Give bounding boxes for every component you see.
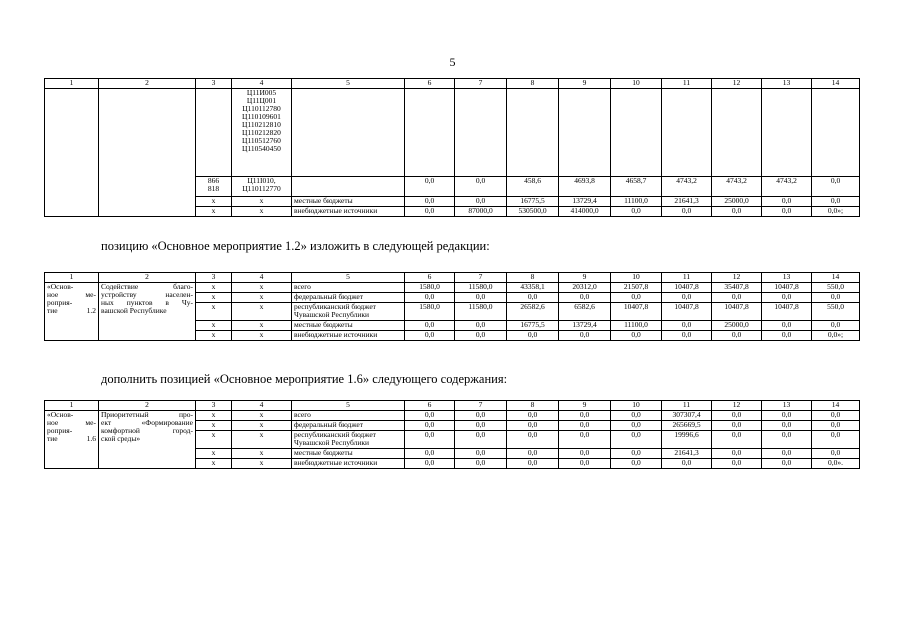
value-cell: 0,0 [455,449,507,459]
cell-line: республиканский бюджет [294,302,376,311]
activity-description-cell [99,283,196,341]
col-header: 5 [292,79,405,89]
value-cell: 0,0 [455,421,507,431]
value-cell: 0,0 [559,431,611,449]
code-list-cell [232,89,292,177]
source-label [292,283,405,293]
col-header: 6 [405,273,455,283]
cell: x [196,421,232,431]
cell-line: 818 [207,184,220,193]
value-cell: 10407,8 [611,303,662,321]
value-cell: 0,0 [507,293,559,303]
col-header: 9 [559,273,611,283]
value-cell: 0,0 [455,293,507,303]
cell [712,89,762,177]
source-label: местные бюджеты [292,197,405,207]
value-cell: 0,0 [405,421,455,431]
code-line: Ц11Ц001 [246,96,277,105]
col-header: 4 [232,79,292,89]
source-label [292,449,405,459]
col-header: 3 [196,273,232,283]
cell-line: Приоритетный про- [101,410,193,419]
cell-line: «Основ- [47,282,74,291]
value-cell: 10407,8 [712,303,762,321]
cell: x [196,321,232,331]
value-cell: 0,0 [712,449,762,459]
cell-line: местные бюджеты [294,448,353,457]
cell-line: внебюджетные источники [294,458,378,467]
col-header: 8 [507,79,559,89]
value-cell: 0,0 [611,431,662,449]
value-cell: 0,0 [559,331,611,341]
value-cell: 530500,0 [507,207,559,217]
value-cell: 0,0 [559,293,611,303]
value-cell: 0,0 [812,321,860,331]
col-header: 11 [662,79,712,89]
cell: x [232,421,292,431]
col-header: 14 [812,79,860,89]
value-cell: 1580,0 [405,303,455,321]
value-cell: 0,0 [559,411,611,421]
value-cell: 414000,0 [559,207,611,217]
cell-line: Чувашской Республики [294,438,370,447]
col-header: 10 [611,401,662,411]
cell: x [196,283,232,293]
value-cell: 0,0 [455,331,507,341]
cell: x [232,197,292,207]
table-row [45,89,860,177]
source-label [292,303,405,321]
cell-line: Чувашской Республики [294,310,370,319]
source-label [292,421,405,431]
value-cell: 0,0 [507,331,559,341]
value-cell: 0,0 [812,177,860,197]
value-cell: 550,0 [812,283,860,293]
col-header: 4 [232,273,292,283]
value-cell: 0,0 [762,197,812,207]
value-cell: 458,6 [507,177,559,197]
col-header: 8 [507,273,559,283]
value-cell: 0,0 [559,421,611,431]
code-line: Ц110109601 [242,112,281,121]
table-row [45,411,860,421]
cell: x [196,449,232,459]
value-cell: 0,0 [455,197,507,207]
col-header: 13 [762,273,812,283]
cell: x [196,293,232,303]
col-header: 5 [292,273,405,283]
value-cell: 265669,5 [662,421,712,431]
value-cell: 26582,6 [507,303,559,321]
value-cell: 0,0 [712,293,762,303]
value-cell: 0,0 [405,321,455,331]
col-header: 1 [45,273,99,283]
code-line: Ц110540450 [242,144,281,153]
value-cell: 87000,0 [455,207,507,217]
cell [455,89,507,177]
cell-line: ект «Формирование [101,418,193,427]
col-header: 13 [762,79,812,89]
col-header: 10 [611,273,662,283]
cell-line: роприя- [47,426,73,435]
value-cell: 35407,8 [712,283,762,293]
col-header: 9 [559,79,611,89]
cell: x [232,303,292,321]
col-header: 10 [611,79,662,89]
col-header: 11 [662,401,712,411]
value-cell: 4743,2 [662,177,712,197]
value-cell: 550,0 [812,303,860,321]
cell [762,89,812,177]
value-cell: 0,0 [405,449,455,459]
value-cell: 0,0 [812,293,860,303]
value-cell: 0,0 [662,207,712,217]
col-header: 11 [662,273,712,283]
value-cell: 11100,0 [611,321,662,331]
section-heading-1-6: дополнить позицией «Основное мероприятие 1.6» следующего содержания: [101,372,508,386]
value-cell: 0,0 [812,411,860,421]
value-cell: 10407,8 [762,283,812,293]
value-cell: 0,0 [762,449,812,459]
cell: x [232,321,292,331]
value-cell: 1580,0 [405,283,455,293]
col-header: 14 [812,273,860,283]
value-cell: 0,0 [455,321,507,331]
source-label [292,459,405,469]
value-cell: 0,0 [762,421,812,431]
value-cell: 0,0 [405,197,455,207]
cell [611,89,662,177]
value-cell: 0,0 [712,207,762,217]
value-cell: 0,0 [712,421,762,431]
column-number-row [45,79,860,89]
value-cell: 0,0 [611,293,662,303]
col-header: 1 [45,401,99,411]
cell: x [232,459,292,469]
value-cell: 13729,4 [559,197,611,207]
value-cell: 43358,1 [507,283,559,293]
cell [812,89,860,177]
value-cell: 19996,6 [662,431,712,449]
cell-line: тие 1.6 [47,434,96,443]
value-cell: 4743,2 [762,177,812,197]
column-number-row [45,273,860,283]
cell-line: республиканский бюджет [294,430,376,439]
value-cell: 0,0 [611,411,662,421]
cell-line: местные бюджеты [294,320,353,329]
cell: x [232,411,292,421]
col-header: 1 [45,79,99,89]
col-header: 6 [405,79,455,89]
value-cell: 0,0 [507,411,559,421]
value-cell: 0,0 [812,421,860,431]
cell [45,89,99,217]
value-cell: 0,0 [611,331,662,341]
value-cell: 10407,8 [762,303,812,321]
value-cell: 25000,0 [712,321,762,331]
value-cell: 0,0». [812,459,860,469]
value-cell: 0,0 [507,421,559,431]
col-header: 3 [196,401,232,411]
value-cell: 4693,8 [559,177,611,197]
col-header: 5 [292,401,405,411]
cell: x [196,411,232,421]
value-cell: 11100,0 [611,197,662,207]
cell [559,89,611,177]
value-cell: 0,0 [507,431,559,449]
cell: x [232,431,292,449]
cell: x [196,331,232,341]
col-header: 14 [812,401,860,411]
cell-line: ное ме- [47,418,96,427]
cell-line: федеральный бюджет [294,420,364,429]
value-cell: 0,0 [405,293,455,303]
value-cell: 21641,3 [662,449,712,459]
cell-line: Ц11I010, [247,176,276,185]
value-cell: 0,0 [405,431,455,449]
value-cell: 0,0 [405,459,455,469]
value-cell: 0,0 [507,459,559,469]
cell: x [196,207,232,217]
code-line: Ц110212810 [242,120,281,129]
value-cell: 0,0 [455,411,507,421]
code-line: Ц110112780 [242,104,281,113]
value-cell: 0,0 [712,411,762,421]
cell: x [232,331,292,341]
col-header: 2 [99,79,196,89]
value-cell: 0,0 [405,177,455,197]
value-cell: 21507,8 [611,283,662,293]
section-heading-1-2: позицию «Основное мероприятие 1.2» изложить в следующей редакции: [101,239,490,253]
col-header: 7 [455,273,507,283]
value-cell: 0,0 [559,459,611,469]
col-header: 2 [99,273,196,283]
cell: x [196,431,232,449]
cell: x [232,207,292,217]
col-header: 12 [712,273,762,283]
value-cell: 20312,0 [559,283,611,293]
value-cell: 0,0 [559,449,611,459]
cell-line: тие 1.2 [47,306,96,315]
value-cell: 0,0 [762,321,812,331]
cell-line: всего [294,410,311,419]
value-cell: 16775,5 [507,321,559,331]
value-cell: 0,0 [455,177,507,197]
value-cell: 0,0 [662,459,712,469]
cell [292,177,405,197]
value-cell: 0,0 [405,207,455,217]
value-cell: 16775,5 [507,197,559,207]
value-cell: 6582,6 [559,303,611,321]
col-header: 7 [455,79,507,89]
value-cell: 0,0 [762,411,812,421]
value-cell: 0,0 [812,197,860,207]
value-cell: 0,0 [405,331,455,341]
value-cell: 307307,4 [662,411,712,421]
cell [196,177,232,197]
cell [662,89,712,177]
cell-line: ных пунктов в Чу- [101,298,193,307]
value-cell: 0,0»; [812,331,860,341]
cell-line: федеральный бюджет [294,292,364,301]
column-number-row [45,401,860,411]
table-row [45,283,860,293]
col-header: 12 [712,79,762,89]
col-header: 13 [762,401,812,411]
value-cell: 0,0»; [812,207,860,217]
value-cell: 0,0 [611,207,662,217]
value-cell: 0,0 [762,459,812,469]
code-line: Ц110212820 [242,128,281,137]
col-header: 12 [712,401,762,411]
source-label: внебюджетные источники [292,207,405,217]
cell-line: 866 [207,176,220,185]
cell-line: Ц110112770 [242,184,281,193]
value-cell: 13729,4 [559,321,611,331]
value-cell: 0,0 [762,207,812,217]
col-header: 6 [405,401,455,411]
cell-line: внебюджетные источники [294,330,378,339]
cell: x [196,459,232,469]
activity-description-cell [99,411,196,469]
col-header: 3 [196,79,232,89]
activity-name-cell [45,283,99,341]
col-header: 2 [99,401,196,411]
value-cell: 11580,0 [455,283,507,293]
source-label [292,293,405,303]
value-cell: 25000,0 [712,197,762,207]
col-header: 7 [455,401,507,411]
activity-name-cell [45,411,99,469]
source-label [292,431,405,449]
value-cell: 0,0 [662,293,712,303]
value-cell: 0,0 [762,331,812,341]
value-cell: 0,0 [762,293,812,303]
cell [232,177,292,197]
cell-line: ное ме- [47,290,96,299]
cell-line: вашской Республике [101,306,167,315]
value-cell: 0,0 [507,449,559,459]
value-cell: 0,0 [662,321,712,331]
value-cell: 0,0 [611,421,662,431]
value-cell: 4743,2 [712,177,762,197]
value-cell: 0,0 [812,431,860,449]
cell [196,89,232,177]
code-line: Ц110512760 [242,136,281,145]
cell [405,89,455,177]
budget-table-continuation [44,78,860,217]
value-cell: 0,0 [812,449,860,459]
code-line: Ц11И005 [246,88,277,97]
value-cell: 0,0 [662,331,712,341]
cell-line: Содействие благо- [101,282,193,291]
value-cell: 21641,3 [662,197,712,207]
cell [507,89,559,177]
value-cell: 0,0 [712,431,762,449]
cell-line: ской среды» [101,434,141,443]
cell: x [232,449,292,459]
cell [99,89,196,217]
cell-line: «Основ- [47,410,74,419]
value-cell: 0,0 [762,431,812,449]
col-header: 8 [507,401,559,411]
value-cell: 0,0 [611,459,662,469]
source-label [292,411,405,421]
source-label [292,321,405,331]
value-cell: 0,0 [712,331,762,341]
col-header: 9 [559,401,611,411]
cell: x [196,303,232,321]
value-cell: 0,0 [712,459,762,469]
col-header: 4 [232,401,292,411]
value-cell: 11580,0 [455,303,507,321]
value-cell: 4658,7 [611,177,662,197]
budget-table-activity-1-2 [44,272,860,341]
cell-line: устройству населен- [101,290,193,299]
cell: x [232,293,292,303]
value-cell: 10407,8 [662,303,712,321]
cell-line: всего [294,282,311,291]
cell [292,89,405,177]
cell: x [196,197,232,207]
budget-table-activity-1-6 [44,400,860,469]
value-cell: 0,0 [611,449,662,459]
value-cell: 0,0 [405,411,455,421]
page-number: 5 [449,55,456,69]
cell-line: роприя- [47,298,73,307]
value-cell: 0,0 [455,431,507,449]
value-cell: 0,0 [455,459,507,469]
source-label [292,331,405,341]
cell-line: комфортной город- [101,426,193,435]
value-cell: 10407,8 [662,283,712,293]
cell: x [232,283,292,293]
